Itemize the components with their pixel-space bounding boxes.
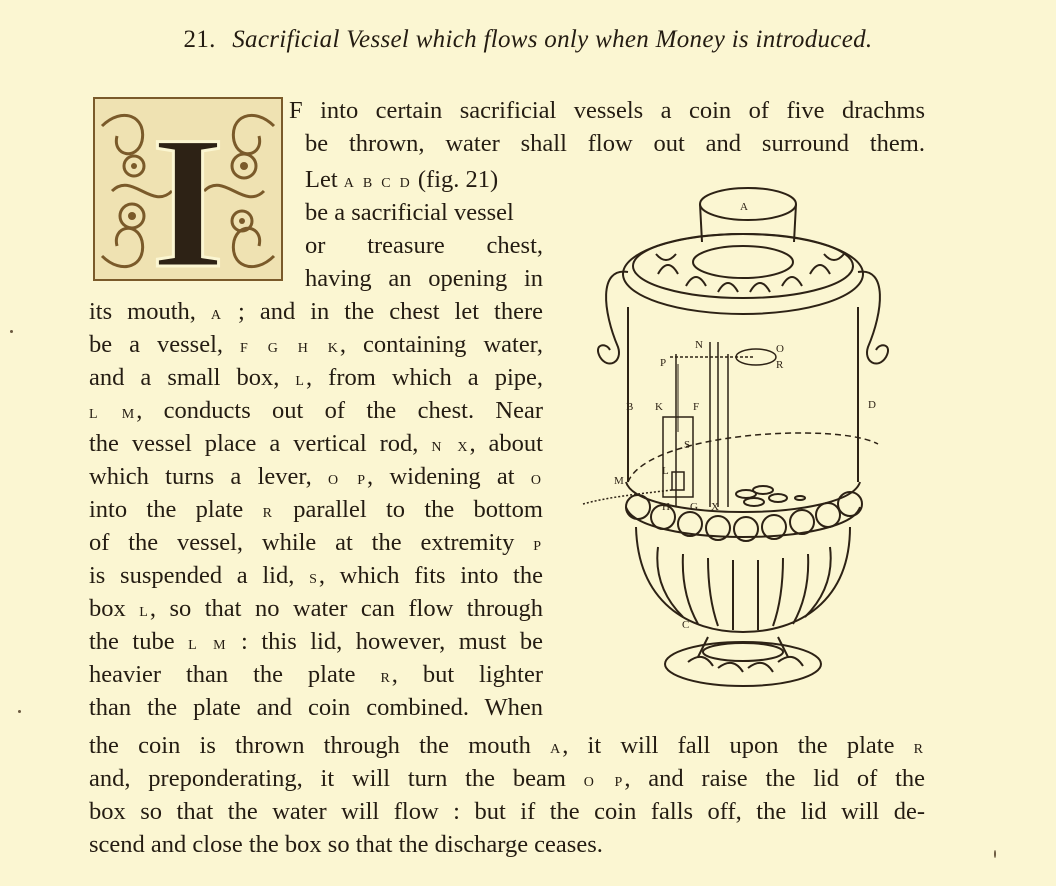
paper-speck [18, 710, 21, 713]
text-line-18: heavier than the plate r, but lighter [89, 661, 543, 688]
section-number: 21. [183, 26, 216, 53]
drop-cap-letter: I [151, 98, 225, 282]
figure-label-l: L [662, 465, 669, 477]
text-line-20: the coin is thrown through the mouth a, it will fall upon the plate r [89, 732, 926, 759]
figure-label-r: R [776, 359, 784, 371]
figure-label-b: B [626, 401, 634, 413]
figure-label-s: S [684, 439, 691, 451]
text-line-5: or treasure chest, [305, 232, 543, 259]
section-heading [0, 26, 1056, 54]
text-line-12: which turns a lever, o p, widening at o [89, 463, 543, 490]
figure-label-h: H [662, 501, 670, 513]
figure-label-k: K [655, 401, 663, 413]
text-line-10: l m, conducts out of the chest. Near [89, 397, 543, 424]
figure-label-c: C [682, 619, 690, 631]
text-line-11: the vessel place a vertical rod, n x, about [89, 430, 543, 457]
figure-label-o: O [776, 343, 784, 355]
text-line-19: than the plate and coin combined. When [89, 694, 543, 721]
figure-label-m: M [614, 475, 624, 487]
section-title: Sacrificial Vessel which flows only when Money is introduced. [232, 26, 873, 53]
text-line-22: box so that the water will flow : but if the coin falls off, the lid will de- [89, 798, 925, 825]
text-line-21: and, preponderating, it will turn the beam o p, and raise the lid of the [89, 765, 925, 792]
sacrificial-vessel-figure [578, 182, 908, 702]
text-line-9: and a small box, l, from which a pipe, [89, 364, 543, 391]
text-line-8: be a vessel, f g h k, containing water, [89, 331, 543, 358]
figure-label-a: A [740, 201, 748, 213]
text-line-15: is suspended a lid, s, which fits into the [89, 562, 543, 589]
text-line-3: Let a b c d (fig. 21) [305, 166, 499, 193]
text-line-1: F into certain sacrificial vessels a coin of five drachms [289, 97, 925, 124]
text-line-7: its mouth, a ; and in the chest let there [89, 298, 543, 325]
text-line-16: box l, so that no water can flow through [89, 595, 543, 622]
text-line-23: scend and close the box so that the discharge ceases. [89, 831, 603, 858]
ornamental-initial-letter [92, 96, 284, 282]
paper-speck [10, 330, 13, 333]
figure-label-n: N [695, 339, 703, 351]
figure-label-x: X [711, 501, 719, 513]
text-line-6: having an opening in [305, 265, 543, 292]
figure-label-f: F [693, 401, 700, 413]
paper-speck [994, 850, 996, 858]
text-line-14: of the vessel, while at the extremity p [89, 529, 543, 556]
text-line-2: be thrown, water shall flow out and surround them. [305, 130, 925, 157]
text-line-13: into the plate r parallel to the bottom [89, 496, 543, 523]
text-line-17: the tube l m : this lid, however, must be [89, 628, 543, 655]
figure-label-p: P [660, 357, 667, 369]
figure-label-g: G [690, 501, 698, 513]
text-line-4: be a sacrificial vessel [305, 199, 514, 226]
figure-label-d: D [868, 399, 876, 411]
